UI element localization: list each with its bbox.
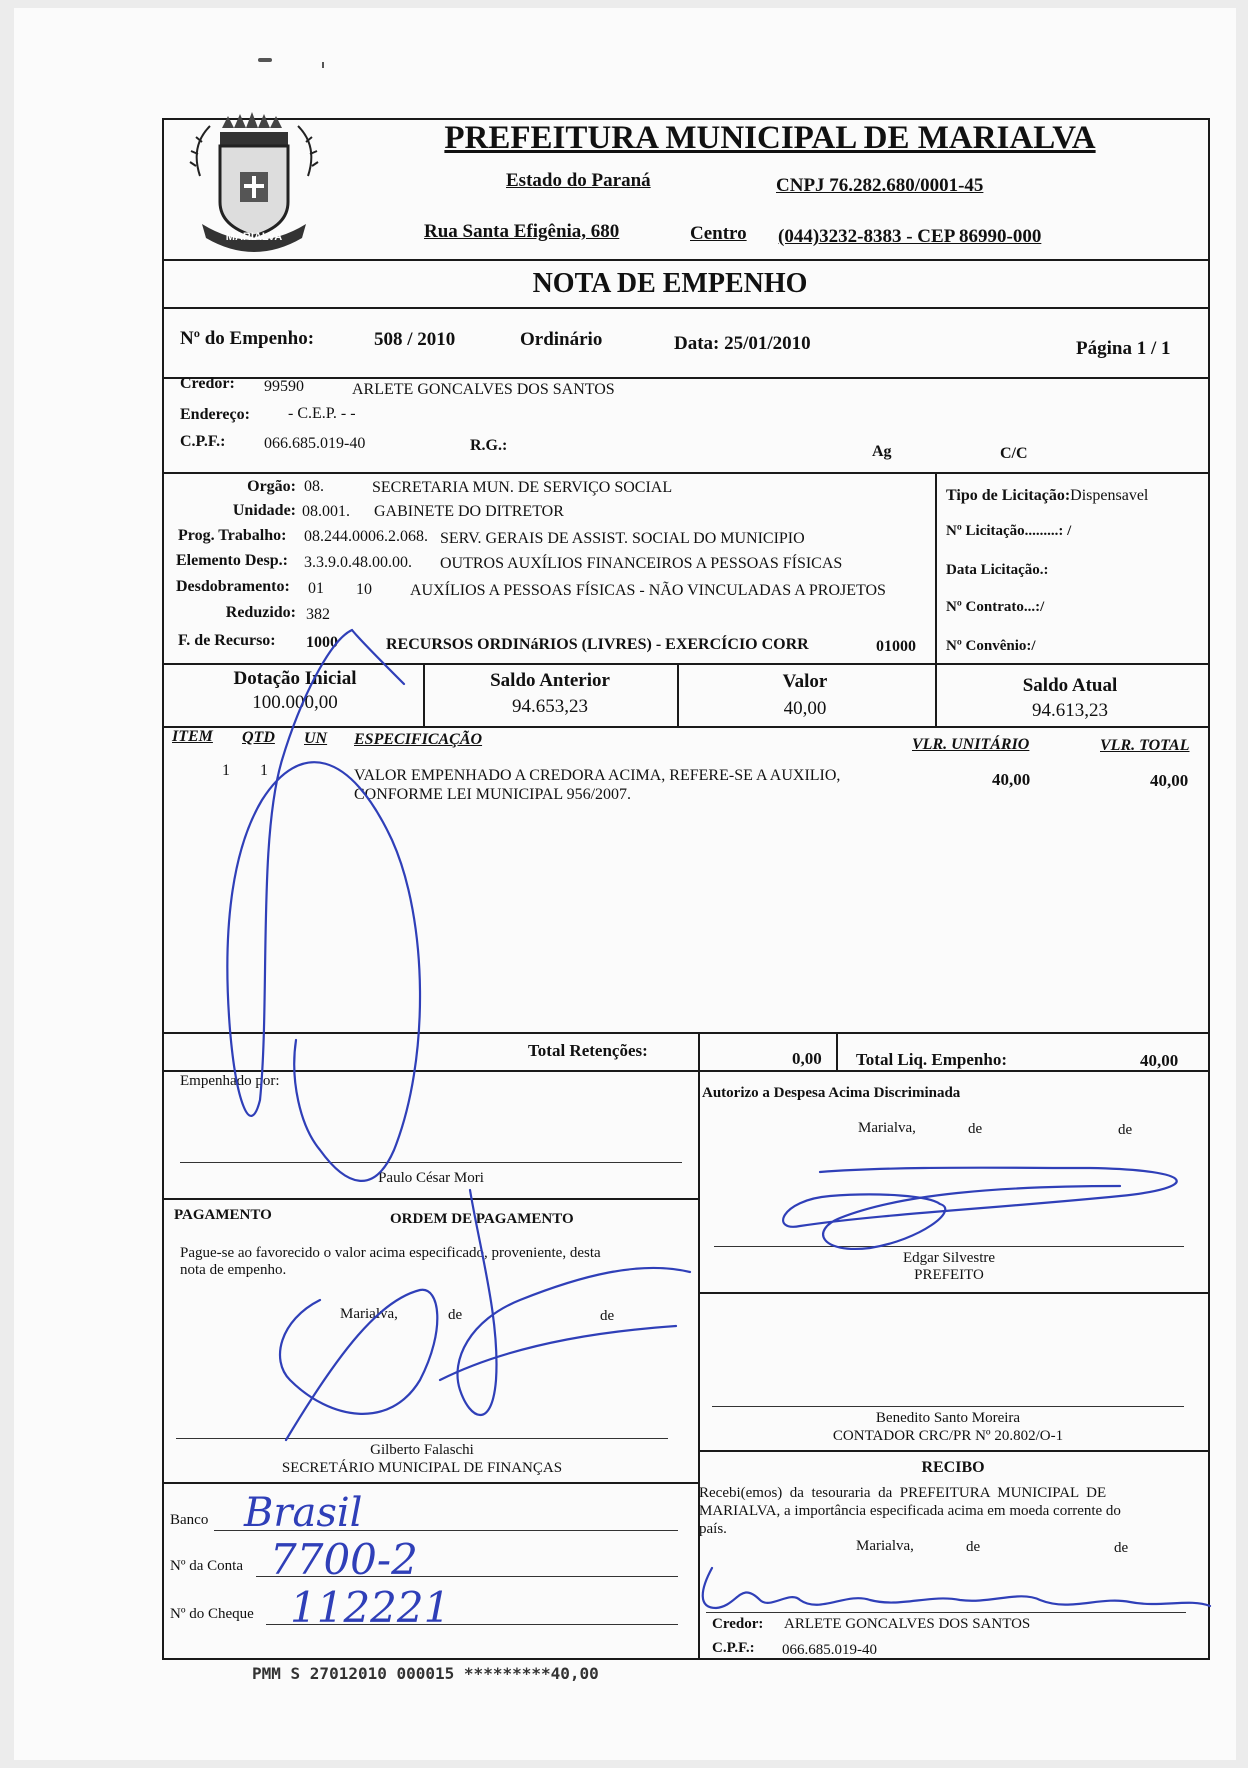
pagamento-text-1: Pague-se ao favorecido o valor acima especificado, proveniente, desta	[180, 1245, 601, 1261]
unidade-code: 08.001.	[302, 503, 350, 520]
dotacao-label: Dotação Inicial	[233, 668, 357, 689]
signature-line	[706, 1612, 1186, 1613]
elemento-label: Elemento Desp.:	[176, 552, 288, 569]
saldo-anterior-label: Saldo Anterior	[490, 670, 610, 691]
signature-line	[712, 1406, 1184, 1407]
prog-label: Prog. Trabalho:	[178, 527, 287, 544]
document-title: NOTA DE EMPENHO	[532, 268, 808, 299]
col-header-un: UN	[304, 730, 328, 747]
saldo-atual-label: Saldo Atual	[1022, 675, 1118, 696]
item-spec-line2: CONFORME LEI MUNICIPAL 956/2007.	[354, 786, 632, 803]
item-unit-value: 40,00	[992, 770, 1031, 789]
district-name: Centro	[690, 223, 747, 244]
divider	[935, 664, 937, 726]
scan-speck	[322, 62, 324, 68]
divider	[698, 1292, 1208, 1294]
municipal-crest-icon	[180, 106, 328, 258]
autorizo-text: Autorizo a Despesa Acima Discriminada	[702, 1085, 961, 1101]
credor-label: Credor:	[180, 375, 235, 392]
retencoes-value: 0,00	[792, 1049, 822, 1068]
recibo-cpf-value: 066.685.019-40	[782, 1642, 877, 1658]
recibo-text-3: país.	[699, 1521, 727, 1537]
empenho-number: 508 / 2010	[374, 329, 456, 350]
secretario-name: Gilberto Falaschi	[370, 1442, 474, 1458]
address-value: - C.E.P. - -	[288, 405, 356, 422]
elemento-name: OUTROS AUXÍLIOS FINANCEIROS A PESSOAS FÍSICAS	[440, 555, 843, 572]
liquido-value: 40,00	[1140, 1051, 1179, 1070]
cnpj-number: CNPJ 76.282.680/0001-45	[776, 175, 984, 196]
pagamento-text-2: nota de empenho.	[180, 1262, 287, 1278]
recibo-title: RECIBO	[921, 1459, 985, 1476]
recurso-label: F. de Recurso:	[178, 632, 276, 649]
crest-ribbon-text: MARIALVA	[225, 231, 283, 243]
recibo-city: Marialva,	[856, 1538, 914, 1554]
saldo-anterior-value: 94.653,23	[512, 696, 588, 717]
empenhado-label: Empenhado por:	[180, 1073, 280, 1089]
empenho-label: Nº do Empenho:	[180, 328, 315, 349]
licitacao-number: Nº Licitação.........: /	[946, 523, 1072, 539]
divider	[162, 307, 1208, 309]
prefeito-name: Edgar Silvestre	[902, 1250, 996, 1266]
address-label: Endereço:	[180, 406, 250, 423]
recibo-credor-label: Credor:	[712, 1616, 764, 1632]
item-qtd: 1	[260, 762, 268, 779]
col-header-qtd: QTD	[242, 729, 275, 746]
recibo-text-2: MARIALVA, a importância especificada acima em moeda corrente do	[699, 1503, 1121, 1519]
pagamento-de-1: de	[448, 1307, 463, 1323]
secretario-title: SECRETÁRIO MUNICIPAL DE FINANÇAS	[281, 1460, 563, 1476]
reduzido-label: Reduzido:	[225, 604, 296, 621]
reduzido-value: 382	[306, 606, 330, 623]
licitacao-type-label: Tipo de Licitação:	[946, 487, 1071, 504]
state-name: Estado do Paraná	[506, 170, 651, 191]
prog-code: 08.244.0006.2.068.	[304, 528, 428, 545]
divider	[162, 1070, 1208, 1072]
desdobramento-name: AUXÍLIOS A PESSOAS FÍSICAS - NÃO VINCULADAS A PROJETOS	[410, 582, 886, 599]
page-number: Página 1 / 1	[1076, 338, 1171, 359]
divider	[162, 726, 1208, 728]
desdobramento-label: Desdobramento:	[176, 578, 290, 595]
divider	[162, 1032, 1208, 1034]
prefeito-title: PREFEITO	[914, 1267, 984, 1283]
divider	[162, 377, 1208, 379]
autorizo-de-2: de	[1118, 1122, 1133, 1138]
col-header-spec: ESPECIFICAÇÃO	[354, 731, 483, 748]
divider	[698, 1450, 1208, 1452]
licitacao-type-value: Dispensavel	[1070, 487, 1149, 504]
item-spec-line1: VALOR EMPENHADO A CREDORA ACIMA, REFERE-SE A AUXILIO,	[354, 767, 841, 784]
credor-name: ARLETE GONCALVES DOS SANTOS	[352, 381, 615, 398]
divider	[162, 1482, 699, 1484]
banco-label: Banco	[170, 1512, 209, 1528]
empenhado-name: Paulo César Mori	[378, 1170, 484, 1186]
recurso-number: 01000	[876, 638, 916, 655]
pagamento-label: PAGAMENTO	[174, 1207, 272, 1223]
phone-cep: (044)3232-8383 - CEP 86990-000	[778, 226, 1042, 247]
recibo-de-1: de	[966, 1539, 981, 1555]
empenho-date: Data: 25/01/2010	[674, 333, 811, 354]
conta-handwritten: 7700-2	[270, 1535, 418, 1584]
col-header-item: ITEM	[172, 728, 213, 745]
cheque-field-line	[266, 1624, 678, 1625]
divider	[935, 473, 937, 663]
recibo-text-1: Recebi(emos) da tesouraria da PREFEITURA MUNICIPAL DE	[699, 1485, 1107, 1501]
item-total-value: 40,00	[1150, 771, 1189, 790]
conta-field-line	[256, 1576, 678, 1577]
desdobramento-b: 10	[356, 581, 372, 598]
col-header-total: VLR. TOTAL	[1100, 737, 1190, 754]
banco-handwritten: Brasil	[244, 1490, 363, 1536]
elemento-code: 3.3.9.0.48.00.00.	[304, 554, 412, 571]
autorizo-city: Marialva,	[858, 1120, 916, 1136]
conta-label: Nº da Conta	[170, 1558, 243, 1574]
recibo-credor-name: ARLETE GONCALVES DOS SANTOS	[784, 1616, 1031, 1632]
divider	[162, 259, 1208, 261]
unidade-name: GABINETE DO DITRETOR	[374, 503, 564, 520]
prog-name: SERV. GERAIS DE ASSIST. SOCIAL DO MUNICIPIO	[440, 530, 805, 547]
autorizo-de-1: de	[968, 1121, 983, 1137]
recibo-de-2: de	[1114, 1540, 1129, 1556]
cheque-handwritten: 112221	[290, 1583, 451, 1632]
dotacao-value: 100.000,00	[252, 692, 338, 713]
pagamento-city: Marialva,	[340, 1306, 398, 1322]
licitacao-type	[946, 487, 1148, 505]
contador-name: Benedito Santo Moreira	[875, 1410, 1021, 1426]
pagamento-de-2: de	[600, 1308, 615, 1324]
orgao-name: SECRETARIA MUN. DE SERVIÇO SOCIAL	[372, 479, 673, 496]
scan-speck	[258, 58, 272, 62]
municipality-title: PREFEITURA MUNICIPAL DE MARIALVA	[444, 120, 1096, 156]
banco-field-line	[214, 1530, 678, 1531]
valor-label: Valor	[782, 671, 828, 692]
footer-code: PMM S 27012010 000015 *********40,00	[252, 1664, 599, 1683]
saldo-atual-value: 94.613,23	[1032, 700, 1108, 721]
cpf-value: 066.685.019-40	[264, 435, 366, 452]
desdobramento-a: 01	[308, 580, 324, 597]
retencoes-label: Total Retenções:	[528, 1041, 648, 1060]
divider	[698, 1032, 700, 1070]
orgao-code: 08.	[304, 478, 324, 495]
convenio-number: Nº Convênio:/	[946, 638, 1036, 654]
street-address: Rua Santa Efigênia, 680	[424, 221, 620, 242]
divider	[162, 663, 1208, 665]
account-label: C/C	[1000, 445, 1028, 462]
empenho-type: Ordinário	[520, 329, 603, 350]
divider	[162, 472, 1208, 474]
valor-value: 40,00	[783, 698, 827, 719]
orgao-label: Orgão:	[247, 478, 296, 495]
unidade-label: Unidade:	[232, 502, 296, 519]
signature-line	[180, 1162, 682, 1163]
credor-code: 99590	[264, 378, 304, 395]
divider	[836, 1032, 838, 1070]
divider	[698, 1071, 700, 1658]
signature-line	[714, 1246, 1184, 1247]
divider	[423, 664, 425, 726]
licitacao-date: Data Licitação.:	[946, 562, 1049, 578]
item-number: 1	[222, 762, 230, 779]
signature-line	[176, 1438, 668, 1439]
divider	[162, 1198, 699, 1200]
recibo-cpf-label: C.P.F.:	[712, 1640, 755, 1656]
rg-label: R.G.:	[470, 437, 508, 454]
agency-label: Ag	[872, 443, 892, 460]
contract-number: Nº Contrato...:/	[946, 599, 1045, 615]
divider	[677, 664, 679, 726]
cheque-label: Nº do Cheque	[170, 1606, 254, 1622]
recurso-code: 1000	[306, 634, 338, 651]
liquido-label: Total Liq. Empenho:	[856, 1050, 1007, 1069]
col-header-unit: VLR. UNITÁRIO	[912, 736, 1030, 753]
cpf-label: C.P.F.:	[180, 433, 226, 450]
recurso-name: RECURSOS ORDINáRIOS (LIVRES) - EXERCÍCIO CORR	[386, 636, 809, 653]
ordem-pagamento-label: ORDEM DE PAGAMENTO	[390, 1211, 574, 1227]
contador-title: CONTADOR CRC/PR Nº 20.802/O-1	[832, 1428, 1064, 1444]
